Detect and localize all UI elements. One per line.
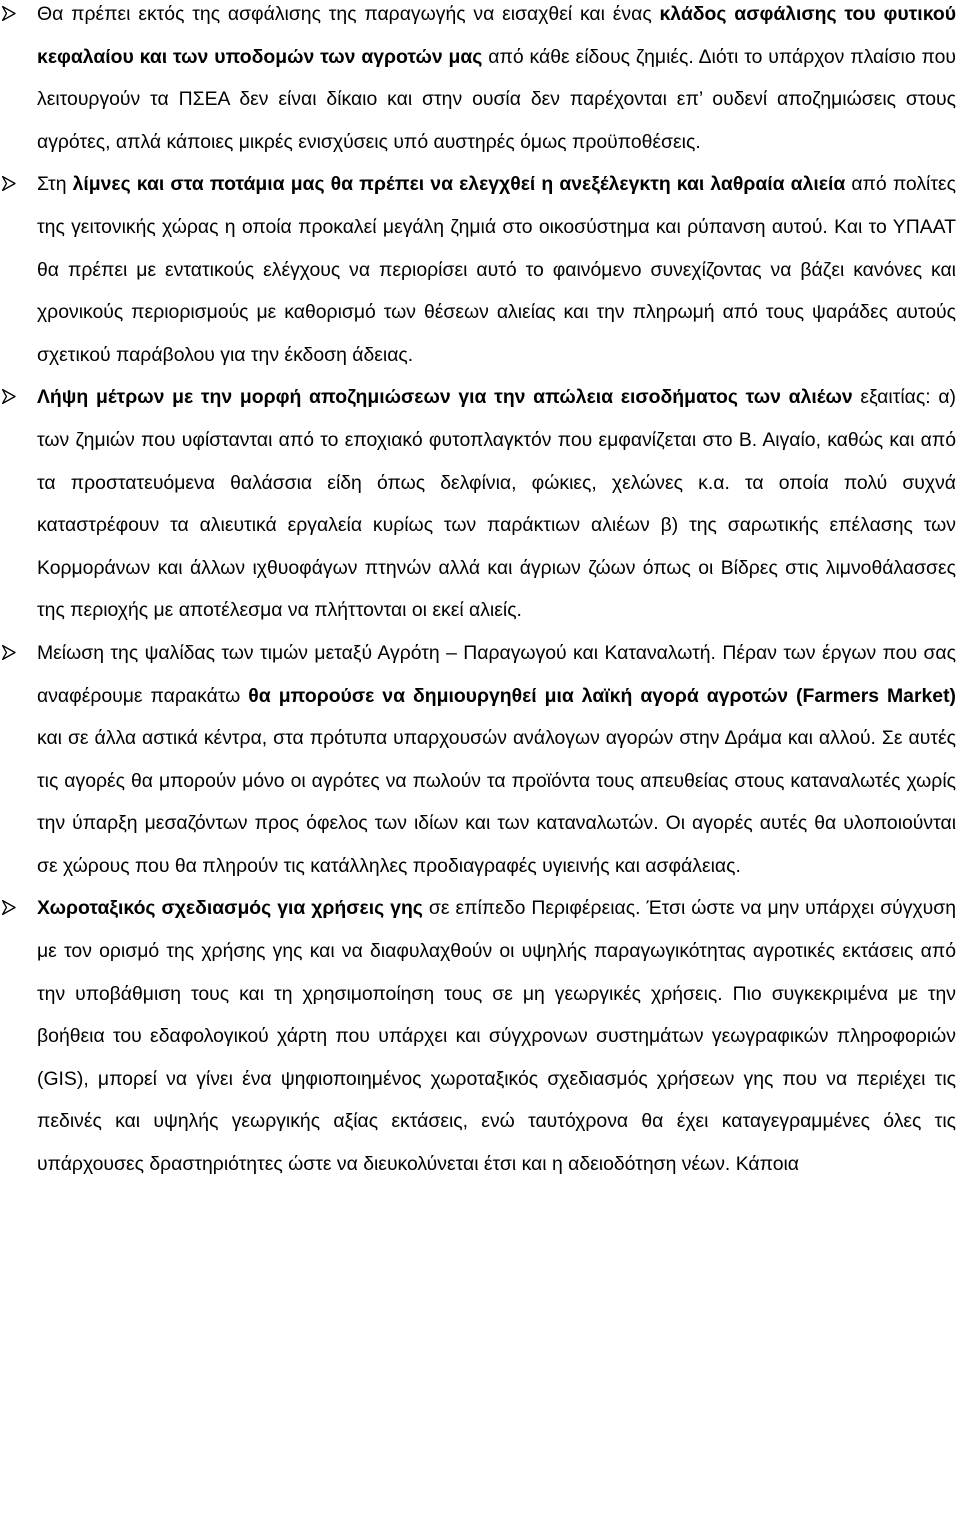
bullet-item-crop-capital-insurance xyxy=(0,0,960,163)
bullet-item-land-use-planning xyxy=(0,887,960,1185)
bullet-text: Μείωση της ψαλίδας των τιμών μεταξύ Αγρότη – Παραγωγού και Καταναλωτή. Πέραν των έργων που σας αναφέρουμε παρακάτω xyxy=(37,641,956,707)
bullet-bold-text: κλάδος ασφάλισης του φυτικού κεφαλαίου και των υποδομών των αγροτών μας xyxy=(37,3,956,68)
bullet-text: Θα πρέπει εκτός της ασφάλισης της παραγωγής να εισαχθεί και ένας xyxy=(37,3,660,25)
bullet-bold-text: Λήψη μέτρων με την μορφή αποζημιώσεων για την απώλεια εισοδήματος των αλιέων xyxy=(37,386,853,409)
bullet-item-fishermen-compensation xyxy=(0,376,960,632)
bullet-text: από κάθε είδους ζημιές. Διότι το υπάρχον πλαίσιο που λειτουργούν τα ΠΣΕΑ δεν είναι δίκαιο και στην ουσία δεν παρέχονται επ’ ουδενί αποζημιώσεις στους αγρότες, απλά κάποιες μικρές ενισχύσεις υπό αυστηρές όμως προϋποθέσεις. xyxy=(37,45,956,153)
bullet-text: Στη xyxy=(37,173,73,196)
bullet-text: και σε άλλα αστικά κέντρα, στα πρότυπα υπαρχουσών ανάλογων αγορών στην Δράμα και αλλού. Σε αυτές τις αγορές θα μπορούν μόνο οι αγρότες να πωλούν τα προϊόντα τους απευθείας στους καταναλωτές χωρίς την ύπαρξη μεσαζόντων προς όφελος των ιδίων και των καταναλωτών. Οι αγορές αυτές θα υλοποιούνται σε χώρους που θα πληρούν τις κατάλληλες προδιαγραφές υγιεινής και ασφάλειας. xyxy=(37,727,956,877)
bullet-item-illegal-fishing xyxy=(0,163,960,376)
bullet-bold-text: Χωροταξικός σχεδιασμός για χρήσεις γης xyxy=(37,897,423,920)
bullet-text: εξαιτίας: α) των ζημιών που υφίστανται από το εποχιακό φυτοπλαγκτόν που εμφανίζεται στο Β. Αιγαίο, καθώς και από τα προστατευόμενα θαλάσσια είδη όπως δελφίνια, φώκιες, χελώνες κ.α. τα οποία πολύ συχνά καταστρέφουν τα αλιευτικά εργαλεία κυρίως των παράκτιων αλιέων β) της σαρωτικής επέλασης των Κορμοράνων και άλλων ιχθυοφάγων πτηνών αλλά και άγριων ζώων όπως οι Βίδρες στις λιμνοθάλασσες της περιοχής με αποτέλεσμα να πλήττονται οι εκεί αλιείς. xyxy=(37,386,956,622)
bullet-text: σε επίπεδο Περιφέρειας. Έτσι ώστε να μην υπάρχει σύγχυση με τον ορισμό της χρήσης γης και να διαφυλαχθούν οι υψηλής παραγωγικότητας αγροτικές εκτάσεις από την υποβάθμιση τους και τη χρησιμοποίηση τους σε μη γεωργικές χρήσεις. Πιο συγκεκριμένα με την βοήθεια του εδαφολογικού χάρτη που υπάρχει και σύγχρονων συστημάτων γεωγραφικών πληροφοριών (GIS), μπορεί να γίνει ένα ψηφιοποιημένος χωροταξικός σχεδιασμός χρήσεων γης που να περιέχει τις πεδινές και υψηλής γεωργικής αξίας εκτάσεις, ενώ ταυτόχρονα θα έχει καταγεγραμμένες όλες τις υπάρχουσες δραστηριότητες ώστε να διευκολύνεται έτσι και η αδειοδότηση νέων. Κάποια xyxy=(37,897,957,1176)
arrowhead-bullet-icon xyxy=(0,0,22,36)
bullet-text: από πολίτες της γειτονικής χώρας η οποία προκαλεί μεγάλη ζημιά στο οικοσύστημα και ρύπανση αυτού. Και το ΥΠΑΑΤ θα πρέπει με εντατικούς ελέγχους να περιορίσει αυτό το φαινόμενο συνεχίζοντας να βάζει κανόνες και χρονικούς περιορισμούς με καθορισμό των θέσεων αλιείας και την πληρωμή από τους ψαράδες αυτούς σχετικού παράβολου για την έκδοση άδειας. xyxy=(37,173,956,366)
arrowhead-bullet-icon xyxy=(0,887,22,930)
bullet-item-farmers-market xyxy=(0,632,960,888)
bullet-bold-text: θα μπορούσε να δημιουργηθεί μια λαϊκή αγορά αγροτών (Farmers Market) xyxy=(248,684,956,707)
arrowhead-bullet-icon xyxy=(0,163,22,206)
arrowhead-bullet-icon xyxy=(0,632,22,675)
arrowhead-bullet-icon xyxy=(0,376,22,419)
bullet-bold-text: λίμνες και στα ποτάμια μας θα πρέπει να ελεγχθεί η ανεξέλεγκτη και λαθραία αλιεία xyxy=(72,173,846,196)
